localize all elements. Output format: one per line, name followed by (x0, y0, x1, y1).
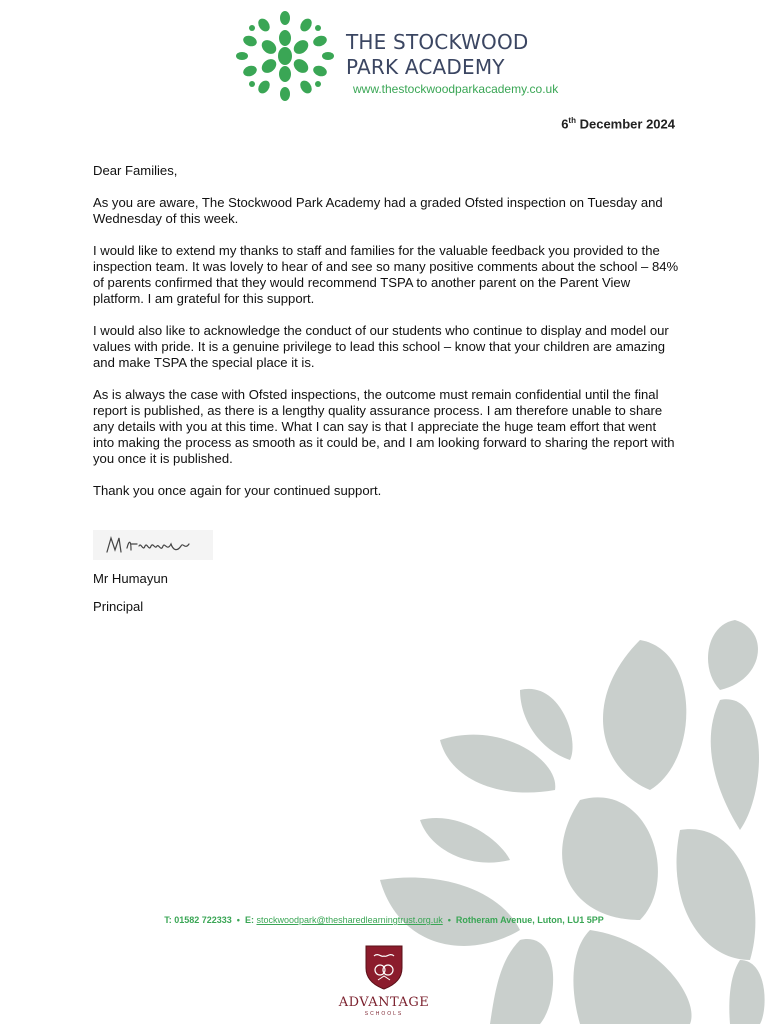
footer-contact (0, 915, 768, 925)
school-website-link[interactable]: www.thestockwoodparkacademy.co.uk (353, 82, 559, 96)
advantage-schools-shield-icon (364, 944, 404, 990)
letter-paragraph: As is always the case with Ofsted inspections, the outcome must remain confidential until the final report is published, as there is a lengthy quality assurance process. I am therefore unable to share any details with you at this time. What I can say is that I appreciate the huge team effort that went into making the process as smooth as it could be, and I am looking forward to sharing the report with you once it is published. (93, 387, 675, 466)
letter-paragraph: As you are aware, The Stockwood Park Academy had a graded Ofsted inspection on Tuesday and Wednesday of this week. (93, 195, 663, 226)
email-link[interactable]: stockwoodpark@thesharedlearningtrust.org.uk (256, 915, 443, 925)
school-logo-flower-icon (234, 8, 336, 104)
letter-paragraph: I would also like to acknowledge the conduct of our students who continue to display and model our values with pride. It is a genuine privilege to lead this school – know that your children are amazing and make TSPA the special place it is. (93, 323, 669, 370)
letter-paragraph: Thank you once again for your continued support. (93, 483, 382, 498)
school-name-line2: PARK ACADEMY (346, 55, 505, 79)
school-name-line1: THE STOCKWOOD (346, 30, 529, 54)
letter-body (93, 163, 679, 515)
date-day: 6 (561, 116, 569, 132)
handwritten-signature (93, 530, 213, 560)
sponsor-subtitle: SCHOOLS (364, 1011, 404, 1017)
date-month-year: December 2024 (575, 116, 675, 132)
signer-role: Principal (93, 599, 144, 614)
separator: • (234, 915, 243, 925)
signer-name: Mr Humayun (93, 571, 168, 586)
school-name (346, 30, 529, 80)
letter-paragraph: I would like to extend my thanks to staff and families for the valuable feedback you provided to the inspection team. It was lovely to hear of and see so many positive comments about the school – 84% of parents confirmed that they would recommend TSPA to another parent on the Parent View platform. I am grateful for this support. (93, 243, 679, 306)
email-label: E: (244, 915, 254, 925)
letter-greeting: Dear Families, (93, 163, 178, 178)
sponsor-name: ADVANTAGE (338, 995, 430, 1010)
phone-number: 01582 722333 (174, 915, 232, 925)
separator: • (445, 915, 454, 925)
address: Rotheram Avenue, Luton, LU1 5PP (455, 915, 604, 925)
letter-date (561, 116, 675, 131)
date-suffix: th (568, 116, 576, 125)
phone-label: T: (164, 915, 172, 925)
